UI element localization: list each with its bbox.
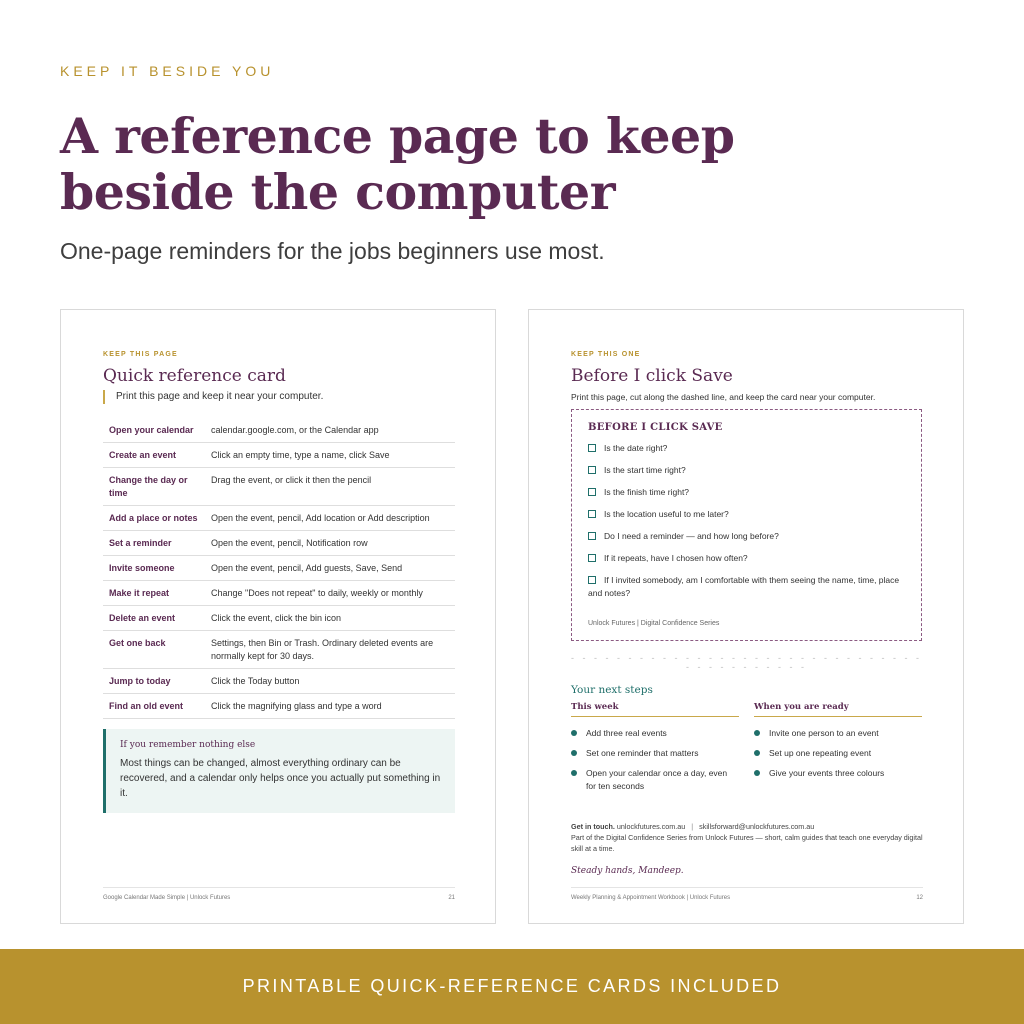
card-title: Before I click Save [571, 366, 733, 386]
page-subtitle: One-page reminders for the jobs beginners use most. [60, 238, 605, 264]
card-intro: Print this page, cut along the dashed line, and keep the card near your computer. [571, 392, 876, 402]
table-row [103, 556, 455, 581]
reference-page-left [60, 309, 496, 924]
table-row [103, 506, 455, 531]
list-item-text: Open your calendar once a day, even for ten seconds [586, 768, 728, 791]
tip-box [103, 729, 455, 813]
checkbox-icon [588, 554, 596, 562]
bullet-icon [754, 730, 760, 736]
how-cell: Drag the event, or click it then the pencil [211, 468, 455, 506]
checkbox-icon [588, 466, 596, 474]
eyebrow-label: KEEP IT BESIDE YOU [60, 63, 275, 79]
contact-label: Get in touch. [571, 822, 615, 831]
list-item [571, 727, 739, 740]
task-cell: Jump to today [103, 669, 211, 694]
steps-column-when-ready [754, 702, 922, 787]
checklist-footer: Unlock Futures | Digital Confidence Series [588, 620, 720, 627]
card-intro: Print this page and keep it near your computer. [103, 390, 323, 404]
contact-separator: | [691, 822, 694, 831]
how-cell: Open the event, pencil, Notification row [211, 531, 455, 556]
bullet-icon [754, 750, 760, 756]
task-cell: Open your calendar [103, 418, 211, 443]
reference-table [103, 418, 455, 719]
checklist-item [588, 530, 907, 543]
table-row [103, 581, 455, 606]
checklist-item [588, 574, 907, 600]
checklist-item [588, 464, 907, 477]
checkbox-icon [588, 488, 596, 496]
page-headline: A reference page to keep beside the computer [60, 107, 735, 221]
steps-list [754, 727, 922, 780]
checklist-item-text: If I invited somebody, am I comfortable with them seeing the name, time, place and notes? [588, 575, 900, 598]
checkbox-icon [588, 444, 596, 452]
list-item [571, 767, 739, 793]
tip-text: Most things can be changed, almost everything ordinary can be recovered, and a calendar only helps once you actually put something in it. [120, 758, 441, 799]
list-item-text: Add three real events [586, 728, 667, 738]
list-item [754, 747, 922, 760]
reference-page-right [528, 309, 964, 924]
checklist-item [588, 508, 907, 521]
list-item [571, 747, 739, 760]
column-heading: When you are ready [754, 702, 922, 717]
contact-block [571, 821, 923, 854]
checklist-item-text: Do I need a reminder — and how long before? [604, 531, 779, 541]
task-cell: Set a reminder [103, 531, 211, 556]
how-cell: Click the magnifying glass and type a word [211, 694, 455, 719]
bullet-icon [571, 730, 577, 736]
cut-line: - - - - - - - - - - - - - - - - - - - - - - - - - - - - - - - - - - - - - - - - - - [571, 654, 922, 668]
table-row [103, 631, 455, 669]
how-cell: Click the Today button [211, 669, 455, 694]
page-number: 12 [916, 895, 923, 901]
checklist-item-text: Is the start time right? [604, 465, 686, 475]
checklist-item-text: Is the location useful to me later? [604, 509, 729, 519]
how-cell: Click the event, click the bin icon [211, 606, 455, 631]
bullet-icon [571, 750, 577, 756]
page-footer [103, 887, 455, 901]
checklist-item [588, 486, 907, 499]
tip-title: If you remember nothing else [120, 740, 256, 750]
series-blurb: Part of the Digital Confidence Series from Unlock Futures — short, calm guides that teach one everyday digital skill at a time. [571, 833, 923, 853]
table-row [103, 418, 455, 443]
table-row [103, 468, 455, 506]
checkbox-icon [588, 532, 596, 540]
list-item-text: Set one reminder that matters [586, 748, 699, 758]
next-steps-title: Your next steps [571, 684, 653, 696]
page-tag: KEEP THIS PAGE [103, 351, 178, 358]
how-cell: Settings, then Bin or Trash. Ordinary deleted events are normally kept for 30 days. [211, 631, 455, 669]
bullet-icon [571, 770, 577, 776]
bottom-banner [0, 949, 1024, 1024]
how-cell: Open the event, pencil, Add guests, Save, Send [211, 556, 455, 581]
checklist-title: BEFORE I CLICK SAVE [588, 422, 723, 433]
task-cell: Invite someone [103, 556, 211, 581]
how-cell: calendar.google.com, or the Calendar app [211, 418, 455, 443]
how-cell: Open the event, pencil, Add location or Add description [211, 506, 455, 531]
table-row [103, 669, 455, 694]
checklist-item [588, 552, 907, 565]
page-number: 21 [448, 895, 455, 901]
list-item-text: Invite one person to an event [769, 728, 879, 738]
table-row [103, 694, 455, 719]
checkbox-icon [588, 576, 596, 584]
task-cell: Get one back [103, 631, 211, 669]
steps-column-this-week [571, 702, 739, 800]
checklist-item [588, 442, 907, 455]
steps-list [571, 727, 739, 793]
bullet-icon [754, 770, 760, 776]
list-item [754, 727, 922, 740]
how-cell: Change "Does not repeat" to daily, weekly or monthly [211, 581, 455, 606]
task-cell: Find an old event [103, 694, 211, 719]
banner-text: PRINTABLE QUICK-REFERENCE CARDS INCLUDED [242, 976, 782, 996]
signoff: Steady hands, Mandeep. [571, 866, 684, 876]
list-item-text: Give your events three colours [769, 768, 885, 778]
checkbox-icon [588, 510, 596, 518]
task-cell: Create an event [103, 443, 211, 468]
footer-title: Google Calendar Made Simple | Unlock Futures [103, 895, 231, 901]
how-cell: Click an empty time, type a name, click Save [211, 443, 455, 468]
checklist-item-text: If it repeats, have I chosen how often? [604, 553, 748, 563]
table-row [103, 606, 455, 631]
list-item [754, 767, 922, 780]
checklist-item-text: Is the date right? [604, 443, 668, 453]
page-footer [571, 887, 923, 901]
list-item-text: Set up one repeating event [769, 748, 872, 758]
footer-title: Weekly Planning & Appointment Workbook | Unlock Futures [571, 895, 731, 901]
save-checklist-card [571, 409, 922, 641]
checklist-item-text: Is the finish time right? [604, 487, 690, 497]
card-title: Quick reference card [103, 366, 286, 386]
email-link[interactable]: skillsforward@unlockfutures.com.au [699, 822, 815, 831]
task-cell: Make it repeat [103, 581, 211, 606]
website-link[interactable]: unlockfutures.com.au [616, 822, 686, 831]
table-row [103, 443, 455, 468]
task-cell: Change the day or time [103, 468, 211, 506]
table-row [103, 531, 455, 556]
page-tag: KEEP THIS ONE [571, 351, 641, 358]
task-cell: Delete an event [103, 606, 211, 631]
column-heading: This week [571, 702, 739, 717]
task-cell: Add a place or notes [103, 506, 211, 531]
